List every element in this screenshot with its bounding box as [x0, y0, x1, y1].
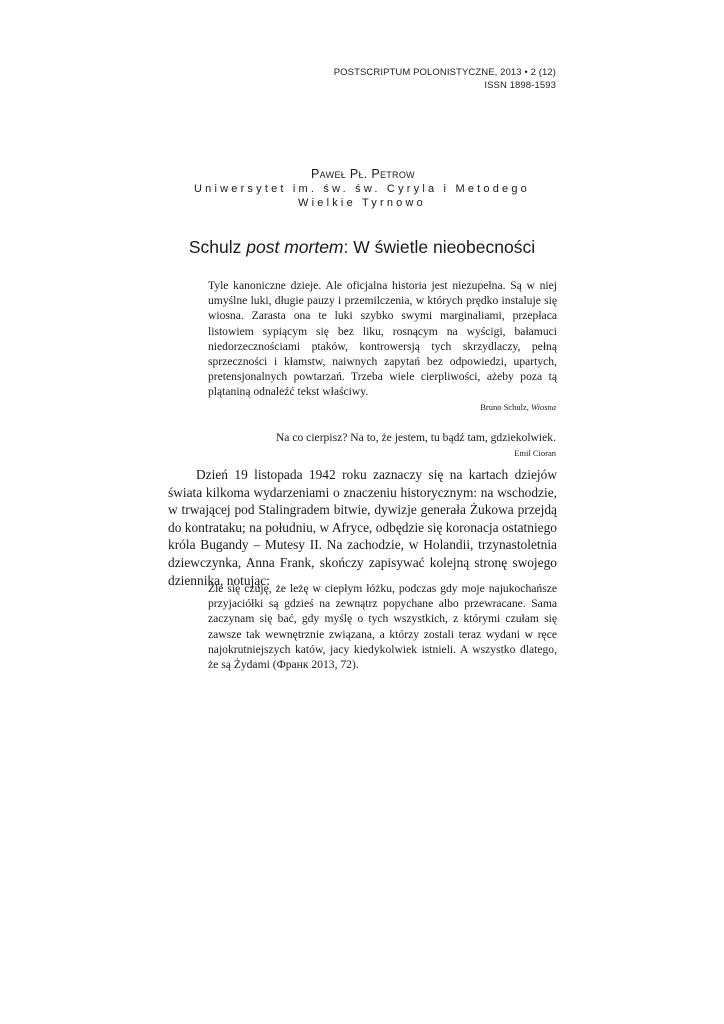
journal-header — [334, 66, 556, 92]
epigraph-cioran: Na co cierpisz? Na to, że jestem, tu bądź tam, gdziekolwiek. — [275, 431, 556, 444]
author-block — [0, 166, 724, 210]
journal-header-issn: ISSN 1898-1593 — [484, 80, 556, 91]
affiliation-university: Uniwersytet im. św. św. Cyryla i Metodego — [194, 183, 530, 195]
article-title — [0, 236, 724, 258]
block-quote-frank: Źle się czuję, że leżę w ciepłym łóżku, podczas gdy moje najukochańsze przyjaciółki są gdzieś na zewnątrz popychane albo przewracane. Sama zaczynam się bać, gdy myślę o tych wszystkich, z którymi czułam się zawsze tak wewnętrznie związana, a którzy zostali teraz wydani w ręce najokrutniejszych katów, jacy kiedykolwiek istnieli. A wszystko dlatego, że są Żydami (Франк 2013, 72). — [208, 582, 557, 672]
epigraph-schulz-work: Wiosna — [530, 402, 556, 412]
epigraph-schulz-source — [480, 402, 556, 412]
epigraph-schulz: Tyle kanoniczne dzieje. Ale oficjalna historia jest niezupełna. Są w niej umyślne luki, długie pauzy i przemilczenia, w których prędko instaluje się wiosna. Zarasta ona te luki szybko swymi marginaliami, przepłaca listowiem sypiącym się bez liku, rosnącym na wyścigi, bałamuci niedorzecznościami ptaków, kontrowersją tych skrzydlaczy, pełną sprzeczności i kłamstw, naiwnych zapytań bez odpowiedzi, upartych, pretensjonalnych powtarzań. Trzeba wiele cierpliwości, ażeby poza tą plątaniną odnaleźć tekst właściwy. — [208, 279, 557, 399]
body-paragraph: Dzień 19 listopada 1942 roku zaznaczy się na kartach dziejów świata kilkoma wydarzeniami o znaczeniu historycznym: na wschodzie, w trwającej pod Stalingradem bitwie, dywizje generała Żukowa przejdą do kontrataku; na południu, w Afryce, odbędzie się koronacja ostatniego króla Bugandy – Mutesy II. Na zachodzie, w Holandii, trzynastoletnia dziewczynka, Anna Frank, skończy zapisywać kolejną stronę swojego dziennika, notując: — [168, 467, 557, 588]
journal-header-title: POSTSCRIPTUM POLONISTYCZNE, 2013 • 2 (12) — [333, 67, 556, 78]
article-title-part3: : W świetle nieobecności — [343, 237, 536, 257]
epigraph-schulz-author: Bruno Schulz, — [480, 402, 531, 412]
author-name: Paweł Pł. Petrow — [311, 167, 415, 181]
article-title-part1: Schulz — [188, 237, 247, 257]
epigraph-cioran-source: Emil Cioran — [514, 448, 556, 458]
article-title-italic: post mortem — [246, 237, 344, 257]
affiliation-city: Wielkie Tyrnowo — [298, 197, 426, 209]
